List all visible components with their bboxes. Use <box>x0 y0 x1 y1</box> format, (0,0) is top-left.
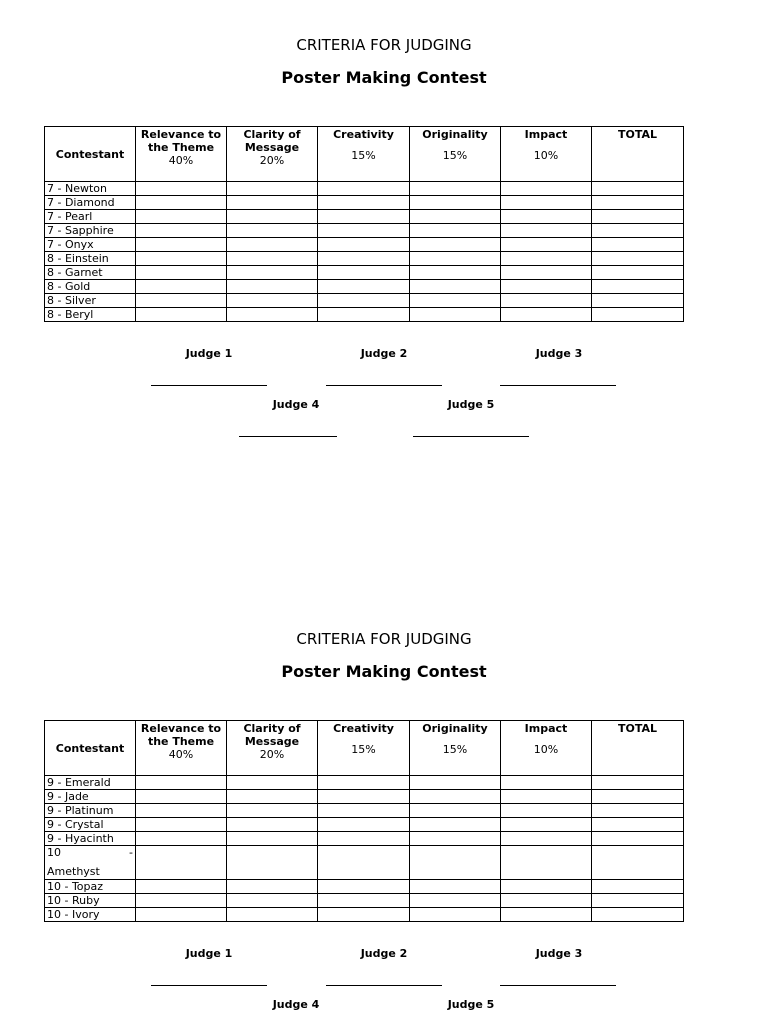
impact-weight: 10% <box>533 149 559 162</box>
judge-3-signature-line[interactable] <box>500 985 616 986</box>
score-cell[interactable] <box>501 846 592 880</box>
clarity-weight: 20% <box>259 154 285 167</box>
score-cell[interactable] <box>318 252 410 266</box>
score-cell[interactable] <box>136 880 227 894</box>
table-row <box>45 294 684 308</box>
score-cell[interactable] <box>227 252 318 266</box>
table-row <box>45 182 684 196</box>
score-cell[interactable] <box>136 224 227 238</box>
table-row <box>45 894 684 908</box>
score-cell[interactable] <box>410 894 501 908</box>
score-cell[interactable] <box>501 776 592 790</box>
judge-5-label: Judge 5 <box>447 998 495 1011</box>
creativity-weight: 15% <box>351 743 376 756</box>
score-cell[interactable] <box>136 308 227 322</box>
contestant-name: 8 - Garnet <box>45 266 136 280</box>
form-subtitle: Poster Making Contest <box>281 662 487 681</box>
score-cell[interactable] <box>410 908 501 922</box>
score-cell[interactable] <box>318 238 410 252</box>
score-cell[interactable] <box>227 818 318 832</box>
contestant-name: 9 - Emerald <box>45 776 136 790</box>
total-cell[interactable] <box>592 294 684 308</box>
judge-3-label: Judge 3 <box>535 947 583 960</box>
score-cell[interactable] <box>410 294 501 308</box>
score-cell[interactable] <box>318 790 410 804</box>
score-cell[interactable] <box>227 182 318 196</box>
header-impact: Impact 10% <box>501 127 592 182</box>
table-row <box>45 196 684 210</box>
score-cell[interactable] <box>501 894 592 908</box>
score-cell[interactable] <box>227 196 318 210</box>
header-originality: Originality 15% <box>410 127 501 182</box>
table-row <box>45 804 684 818</box>
judge-2-signature-line[interactable] <box>326 985 442 986</box>
score-cell[interactable] <box>501 790 592 804</box>
score-cell[interactable] <box>136 790 227 804</box>
table-row <box>45 790 684 804</box>
score-cell[interactable] <box>227 832 318 846</box>
score-cell[interactable] <box>501 880 592 894</box>
score-cell[interactable] <box>318 846 410 880</box>
form-title: CRITERIA FOR JUDGING <box>296 630 472 648</box>
table-row <box>45 776 684 790</box>
header-relevance: Relevance to the Theme 40% <box>136 721 227 776</box>
header-impact: Impact 10% <box>501 721 592 776</box>
total-cell[interactable] <box>592 238 684 252</box>
score-cell[interactable] <box>227 880 318 894</box>
total-cell[interactable] <box>592 832 684 846</box>
judge-2-signature-line[interactable] <box>326 385 442 386</box>
score-cell[interactable] <box>410 224 501 238</box>
score-cell[interactable] <box>227 804 318 818</box>
header-clarity: Clarity of Message 20% <box>227 127 318 182</box>
header-total: TOTAL <box>592 721 684 776</box>
score-cell[interactable] <box>318 196 410 210</box>
score-cell[interactable] <box>136 252 227 266</box>
judge-1-signature-line[interactable] <box>151 985 267 986</box>
score-cell[interactable] <box>136 210 227 224</box>
score-cell[interactable] <box>136 894 227 908</box>
score-cell[interactable] <box>136 832 227 846</box>
score-cell[interactable] <box>136 776 227 790</box>
originality-weight: 15% <box>442 743 468 756</box>
judge-2-label: Judge 2 <box>360 347 408 360</box>
score-cell[interactable] <box>136 908 227 922</box>
score-cell[interactable] <box>501 832 592 846</box>
score-cell[interactable] <box>136 804 227 818</box>
clarity-weight: 20% <box>259 748 285 761</box>
originality-weight: 15% <box>442 149 468 162</box>
contestant-name-dash: - <box>129 846 133 859</box>
judge-2-label: Judge 2 <box>360 947 408 960</box>
score-cell[interactable] <box>227 210 318 224</box>
contestant-name-part: 10 <box>47 846 61 859</box>
table-row <box>45 308 684 322</box>
score-cell[interactable] <box>318 776 410 790</box>
judge-4-label: Judge 4 <box>272 398 320 411</box>
total-cell[interactable] <box>592 790 684 804</box>
score-cell[interactable] <box>410 196 501 210</box>
score-cell[interactable] <box>410 308 501 322</box>
score-cell[interactable] <box>136 846 227 880</box>
header-total: TOTAL <box>592 127 684 182</box>
score-cell[interactable] <box>501 196 592 210</box>
score-cell[interactable] <box>227 266 318 280</box>
score-cell[interactable] <box>227 280 318 294</box>
score-cell[interactable] <box>318 908 410 922</box>
table-row <box>45 832 684 846</box>
table-row <box>45 238 684 252</box>
score-cell[interactable] <box>410 266 501 280</box>
contestant-name <box>45 846 136 880</box>
score-cell[interactable] <box>318 308 410 322</box>
total-cell[interactable] <box>592 818 684 832</box>
contestant-name: 10 - Ruby <box>45 894 136 908</box>
contestant-name: 9 - Jade <box>45 790 136 804</box>
score-cell[interactable] <box>318 818 410 832</box>
judge-1-label: Judge 1 <box>185 347 233 360</box>
header-creativity: Creativity 15% <box>318 127 410 182</box>
score-cell[interactable] <box>227 308 318 322</box>
total-cell[interactable] <box>592 308 684 322</box>
score-cell[interactable] <box>136 196 227 210</box>
table-row <box>45 880 684 894</box>
header-clarity: Clarity of Message 20% <box>227 721 318 776</box>
score-cell[interactable] <box>410 804 501 818</box>
header-contestant: Contestant <box>45 127 136 182</box>
table-row <box>45 252 684 266</box>
score-cell[interactable] <box>410 818 501 832</box>
score-cell[interactable] <box>136 238 227 252</box>
relevance-weight: 40% <box>168 154 194 167</box>
contestant-name: 9 - Crystal <box>45 818 136 832</box>
score-cell[interactable] <box>501 308 592 322</box>
total-cell[interactable] <box>592 182 684 196</box>
contestant-name: 7 - Diamond <box>45 196 136 210</box>
impact-weight: 10% <box>533 743 559 756</box>
total-cell[interactable] <box>592 266 684 280</box>
contestant-name: 7 - Sapphire <box>45 224 136 238</box>
score-cell[interactable] <box>410 776 501 790</box>
header-creativity: Creativity 15% <box>318 721 410 776</box>
score-cell[interactable] <box>410 238 501 252</box>
table-row <box>45 210 684 224</box>
table-row <box>45 224 684 238</box>
contestant-name: 7 - Onyx <box>45 238 136 252</box>
total-cell[interactable] <box>592 252 684 266</box>
contestant-name-part: Amethyst <box>47 865 100 878</box>
contestant-name: 8 - Silver <box>45 294 136 308</box>
table-row <box>45 908 684 922</box>
total-cell[interactable] <box>592 210 684 224</box>
contestant-name: 7 - Newton <box>45 182 136 196</box>
judge-5-signature-line[interactable] <box>413 436 529 437</box>
score-cell[interactable] <box>501 280 592 294</box>
score-cell[interactable] <box>227 238 318 252</box>
score-cell[interactable] <box>227 294 318 308</box>
score-cell[interactable] <box>501 238 592 252</box>
judge-4-signature-line[interactable] <box>239 436 337 437</box>
score-cell[interactable] <box>318 832 410 846</box>
score-cell[interactable] <box>227 894 318 908</box>
score-cell[interactable] <box>410 252 501 266</box>
total-cell[interactable] <box>592 804 684 818</box>
score-cell[interactable] <box>318 894 410 908</box>
criteria-table <box>44 126 684 322</box>
score-cell[interactable] <box>501 252 592 266</box>
score-cell[interactable] <box>501 182 592 196</box>
contestant-name: 9 - Platinum <box>45 804 136 818</box>
score-cell[interactable] <box>410 790 501 804</box>
score-cell[interactable] <box>501 294 592 308</box>
creativity-weight: 15% <box>351 149 376 162</box>
contestant-name: 8 - Einstein <box>45 252 136 266</box>
form-title: CRITERIA FOR JUDGING <box>296 36 472 54</box>
score-cell[interactable] <box>227 846 318 880</box>
score-cell[interactable] <box>501 818 592 832</box>
score-cell[interactable] <box>318 266 410 280</box>
score-cell[interactable] <box>501 224 592 238</box>
total-cell[interactable] <box>592 776 684 790</box>
total-cell[interactable] <box>592 280 684 294</box>
total-cell[interactable] <box>592 224 684 238</box>
total-cell[interactable] <box>592 846 684 880</box>
total-cell[interactable] <box>592 908 684 922</box>
contestant-name: 10 - Ivory <box>45 908 136 922</box>
contestant-name: 9 - Hyacinth <box>45 832 136 846</box>
total-cell[interactable] <box>592 880 684 894</box>
total-cell[interactable] <box>592 196 684 210</box>
judge-3-label: Judge 3 <box>535 347 583 360</box>
judge-5-label: Judge 5 <box>447 398 495 411</box>
score-cell[interactable] <box>227 224 318 238</box>
total-cell[interactable] <box>592 894 684 908</box>
table-row <box>45 818 684 832</box>
score-cell[interactable] <box>410 832 501 846</box>
header-originality: Originality 15% <box>410 721 501 776</box>
score-cell[interactable] <box>318 880 410 894</box>
score-cell[interactable] <box>410 210 501 224</box>
relevance-weight: 40% <box>168 748 194 761</box>
criteria-table <box>44 720 684 922</box>
header-relevance: Relevance to the Theme 40% <box>136 127 227 182</box>
form-subtitle: Poster Making Contest <box>281 68 487 87</box>
score-cell[interactable] <box>136 818 227 832</box>
score-cell[interactable] <box>501 210 592 224</box>
judge-1-label: Judge 1 <box>185 947 233 960</box>
score-cell[interactable] <box>227 776 318 790</box>
score-cell[interactable] <box>410 880 501 894</box>
score-cell[interactable] <box>501 266 592 280</box>
score-cell[interactable] <box>501 804 592 818</box>
score-cell[interactable] <box>410 182 501 196</box>
contestant-name: 10 - Topaz <box>45 880 136 894</box>
contestant-name: 8 - Beryl <box>45 308 136 322</box>
score-cell[interactable] <box>318 280 410 294</box>
header-contestant: Contestant <box>45 721 136 776</box>
score-cell[interactable] <box>318 182 410 196</box>
score-cell[interactable] <box>318 804 410 818</box>
score-cell[interactable] <box>136 294 227 308</box>
contestant-name: 8 - Gold <box>45 280 136 294</box>
score-cell[interactable] <box>227 790 318 804</box>
score-cell[interactable] <box>318 224 410 238</box>
contestant-name: 7 - Pearl <box>45 210 136 224</box>
table-row <box>45 846 684 880</box>
score-cell[interactable] <box>410 280 501 294</box>
score-cell[interactable] <box>318 210 410 224</box>
table-row <box>45 266 684 280</box>
score-cell[interactable] <box>410 846 501 880</box>
score-cell[interactable] <box>136 182 227 196</box>
score-cell[interactable] <box>501 908 592 922</box>
score-cell[interactable] <box>318 294 410 308</box>
judge-1-signature-line[interactable] <box>151 385 267 386</box>
table-row <box>45 280 684 294</box>
score-cell[interactable] <box>136 280 227 294</box>
judge-3-signature-line[interactable] <box>500 385 616 386</box>
score-cell[interactable] <box>227 908 318 922</box>
score-cell[interactable] <box>136 266 227 280</box>
judge-4-label: Judge 4 <box>272 998 320 1011</box>
